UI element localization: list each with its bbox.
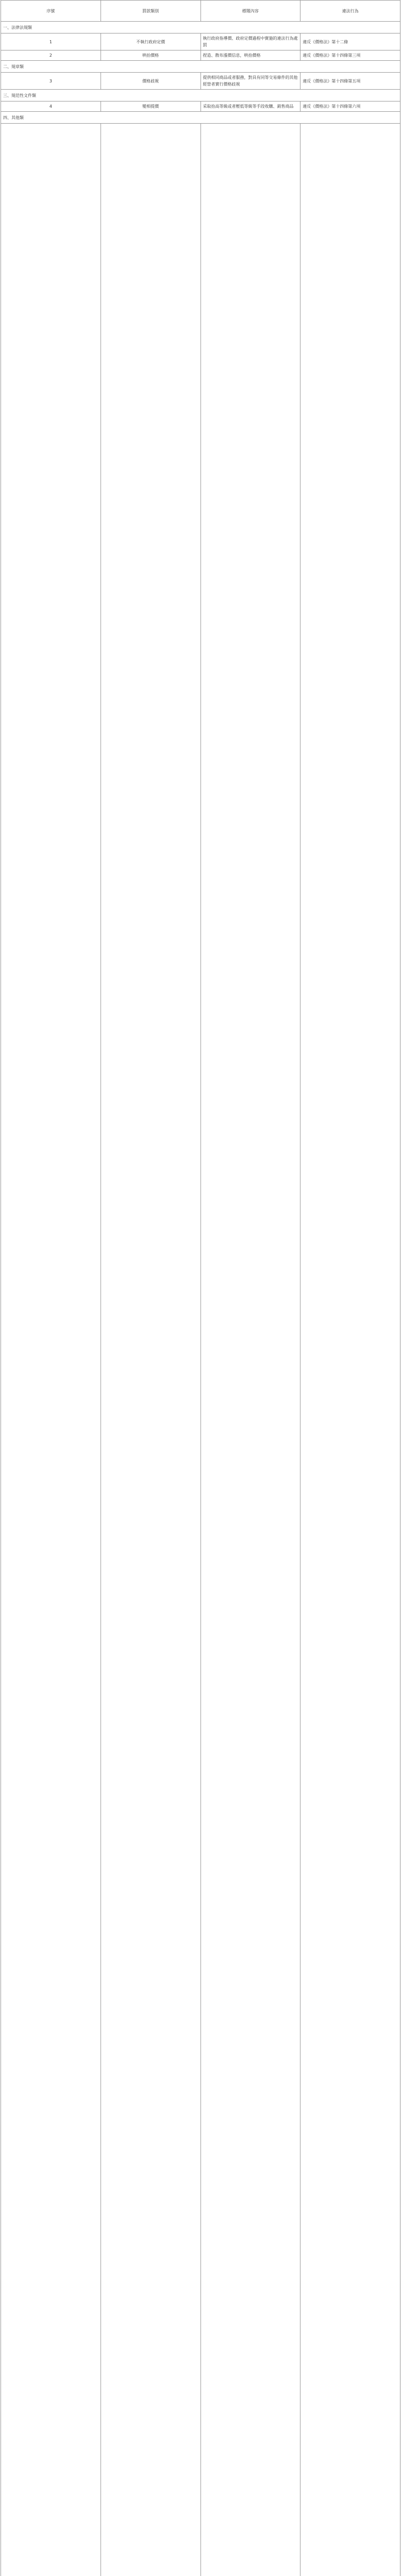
row-number: 2	[1, 50, 101, 61]
row-content: 捏造、散布漲價信息，哄抬價格	[201, 50, 300, 61]
table-header	[1, 1, 400, 22]
row-law: 違反《價格法》第十四條第三項	[300, 50, 400, 61]
row-category: 哄抬價格	[101, 50, 201, 61]
document-table	[1, 0, 400, 2576]
row-content: 采取抬高等級或者壓低等級等手段收購、銷售商品	[201, 101, 300, 112]
table-row	[1, 73, 400, 90]
row-number: 3	[1, 73, 101, 90]
row-content: 提供相同商品或者服務，對具有同等交易條件的其他經營者實行價格歧視	[201, 73, 300, 90]
table-row	[1, 50, 400, 61]
column-header: 罰款類別	[101, 1, 201, 22]
row-category: 價格歧視	[101, 73, 201, 90]
section-title: 二、規章類	[1, 61, 400, 73]
section-title: 一、法律法規類	[1, 22, 400, 33]
column-header: 序號	[1, 1, 101, 22]
row-number: 4	[1, 101, 101, 112]
row-law: 違反《價格法》第十四條第五項	[300, 73, 400, 90]
section-title: 三、規范性文件類	[1, 90, 400, 101]
row-law: 違反《價格法》第十四條第六項	[300, 101, 400, 112]
row-category: 變相提價	[101, 101, 201, 112]
section-row	[1, 61, 400, 73]
column-header: 標題內容	[201, 1, 300, 22]
table-row	[1, 101, 400, 112]
table-filler-row	[1, 124, 400, 2576]
row-category: 不執行政府定價	[101, 33, 201, 50]
row-law: 違反《價格法》第十二條	[300, 33, 400, 50]
table-row	[1, 33, 400, 50]
section-row	[1, 22, 400, 33]
row-number: 1	[1, 33, 101, 50]
column-header: 違法行為	[300, 1, 400, 22]
row-content: 執行政府指導價、政府定價過程中實施的違法行為處罰	[201, 33, 300, 50]
section-row	[1, 112, 400, 124]
section-row	[1, 90, 400, 101]
section-title: 四、其他類	[1, 112, 400, 124]
